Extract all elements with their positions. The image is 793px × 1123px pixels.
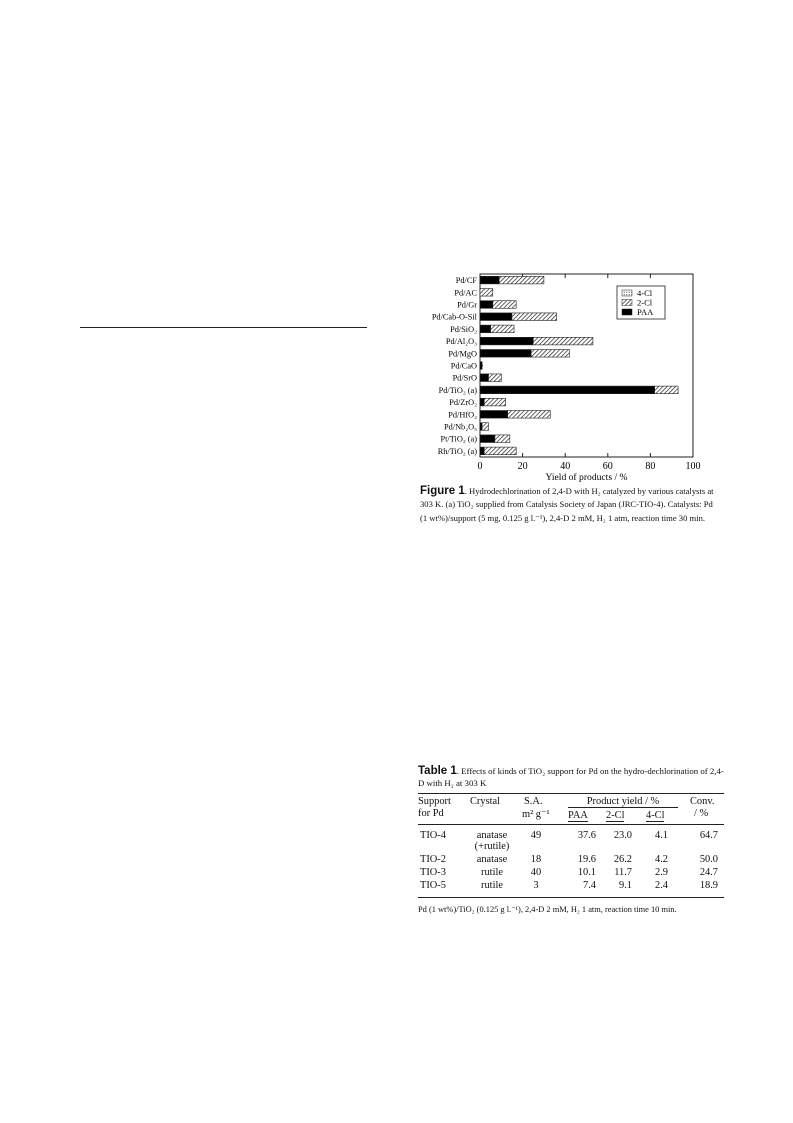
figure-1 xyxy=(418,266,718,546)
bar-2-cl-15 xyxy=(484,447,516,455)
cell-crystal: anatase xyxy=(476,854,508,865)
cell-support: TIO-3 xyxy=(420,867,446,878)
cell-support: TIO-4 xyxy=(420,830,446,841)
bar-paa-11 xyxy=(480,398,484,406)
x-tick-label: 0 xyxy=(477,461,483,472)
header-paa: PAA xyxy=(568,810,588,821)
header-product-yield: Product yield / % xyxy=(568,796,678,808)
bar-chart xyxy=(418,266,718,496)
header-crystal: Crystal xyxy=(470,796,501,807)
header-sa-unit: m² g⁻¹ xyxy=(522,809,550,820)
x-tick-label: 100 xyxy=(685,461,701,472)
bar-paa-14 xyxy=(480,435,495,443)
table-title-text: . Effects of kinds of TiO₂ support for Pd on the hydro-dechlorination of 2,4-D with H₂ at 303 K xyxy=(418,766,724,788)
bar-2-cl-4 xyxy=(512,313,557,321)
cell-support: TIO-2 xyxy=(420,854,446,865)
header-conv-unit: / % xyxy=(694,808,709,819)
bar-2-cl-1 xyxy=(499,276,544,284)
table-row xyxy=(418,867,724,880)
bar-paa-6 xyxy=(480,337,533,345)
bar-2-cl-2 xyxy=(480,289,493,297)
category-label: Rh/TiO₂ (a) xyxy=(437,446,477,456)
bar-2-cl-12 xyxy=(508,411,551,419)
legend-swatch-paa xyxy=(622,309,632,315)
cell-sa: 18 xyxy=(530,854,542,865)
cell-crystal: rutile xyxy=(481,867,503,878)
figure-label: Figure 1 xyxy=(420,485,465,497)
cell-4cl: 2.4 xyxy=(655,880,668,891)
cell-sa: 40 xyxy=(530,867,542,878)
bar-2-cl-6 xyxy=(533,337,593,345)
category-label: Pd/ZrO₂ xyxy=(449,398,477,408)
cell-conv: 64.7 xyxy=(699,830,718,841)
cell-crystal-note: (+rutile) xyxy=(474,841,510,852)
bar-paa-1 xyxy=(480,276,499,284)
bar-2-cl-11 xyxy=(484,398,505,406)
table-row xyxy=(418,854,724,867)
legend-label: 4-Cl xyxy=(637,288,653,298)
x-tick-label: 60 xyxy=(602,461,613,472)
cell-paa: 19.6 xyxy=(577,854,596,865)
cell-conv: 24.7 xyxy=(699,867,718,878)
header-2cl: 2-Cl xyxy=(606,810,625,821)
cell-2cl: 11.7 xyxy=(614,867,632,878)
category-label: Pd/HfO₂ xyxy=(448,410,477,420)
cell-sa: 49 xyxy=(530,830,542,841)
table-body xyxy=(418,825,724,893)
cell-2cl: 9.1 xyxy=(619,880,632,891)
table-label: Table 1 xyxy=(418,765,457,777)
bar-paa-9 xyxy=(480,374,489,382)
table-footnote: Pd (1 wt%)/TiO₂ (0.125 g l.⁻¹), 2,4-D 2 mM, H₂ 1 atm, reaction time 10 min. xyxy=(418,905,677,914)
cell-2cl: 26.2 xyxy=(613,854,632,865)
table-row xyxy=(418,830,724,854)
figure-caption xyxy=(420,485,716,525)
bar-2-cl-13 xyxy=(482,423,488,431)
bar-paa-4 xyxy=(480,313,512,321)
bar-paa-12 xyxy=(480,411,508,419)
cell-4cl: 2.9 xyxy=(655,867,668,878)
cell-crystal: rutile xyxy=(481,880,503,891)
legend-swatch-2-cl xyxy=(622,300,632,306)
cell-support: TIO-5 xyxy=(420,880,446,891)
figure-caption-text: . Hydrodechlorination of 2,4-D with H₂ catalyzed by various catalysts at 303 K. (a) TiO₂ supplied from Catalysis Society of Japan (JRC-TIO-4). Catalysts: Pd (1 wt%)/support (5 mg, 0.125 g l.⁻¹), 2,4-D 2 mM, H₂ 1 atm, reaction time 30 min. xyxy=(420,486,714,523)
header-conv: Conv. xyxy=(690,796,715,807)
bar-2-cl-3 xyxy=(493,301,516,309)
x-tick-label: 80 xyxy=(645,461,656,472)
category-label: Pt/TiO₂ (a) xyxy=(440,434,477,444)
bar-2-cl-10 xyxy=(655,386,678,394)
bar-paa-13 xyxy=(480,423,482,431)
x-axis-label: Yield of products / % xyxy=(545,472,628,483)
cell-sa: 3 xyxy=(533,880,539,891)
category-label: Pd/AC xyxy=(454,288,477,298)
cell-conv: 50.0 xyxy=(699,854,718,865)
left-column-rule xyxy=(80,327,367,328)
x-tick-label: 20 xyxy=(517,461,528,472)
cell-paa: 7.4 xyxy=(583,880,596,891)
legend-swatch-4-cl xyxy=(622,290,632,296)
category-label: Pd/Al₂O₃ xyxy=(445,337,477,347)
bar-paa-8 xyxy=(480,362,482,370)
category-label: Pd/MgO xyxy=(448,349,477,359)
category-label: Pd/CF xyxy=(455,276,477,286)
cell-4cl: 4.2 xyxy=(655,854,668,865)
table-bottom-rule xyxy=(418,897,724,898)
bar-2-cl-14 xyxy=(495,435,510,443)
bar-paa-5 xyxy=(480,325,491,333)
bar-2-cl-5 xyxy=(491,325,514,333)
cell-conv: 18.9 xyxy=(699,880,718,891)
bar-paa-3 xyxy=(480,301,493,309)
category-label: Pd/Cab-O-Sil xyxy=(431,312,477,322)
legend-label: PAA xyxy=(637,307,654,317)
category-label: Pd/SiO₂ xyxy=(450,324,477,334)
category-label: Pd/Gr xyxy=(457,300,477,310)
category-label: Pd/Nb₂O₅ xyxy=(444,422,477,432)
header-sa: S.A. xyxy=(524,796,543,807)
header-support: Support xyxy=(418,796,451,807)
x-tick-label: 40 xyxy=(560,461,571,472)
cell-4cl: 4.1 xyxy=(655,830,668,841)
header-4cl: 4-Cl xyxy=(646,810,665,821)
category-label: Pd/CaO xyxy=(450,361,477,371)
bar-2-cl-7 xyxy=(531,350,569,358)
bar-paa-7 xyxy=(480,350,531,358)
cell-2cl: 23.0 xyxy=(613,830,632,841)
cell-paa: 37.6 xyxy=(577,830,596,841)
table-1 xyxy=(418,765,724,914)
category-label: Pd/TiO₂ (a) xyxy=(438,385,477,395)
bar-2-cl-9 xyxy=(489,374,502,382)
legend-label: 2-Cl xyxy=(637,297,653,308)
table-title xyxy=(418,765,724,789)
cell-crystal: anatase xyxy=(476,830,508,841)
header-support-2: for Pd xyxy=(418,808,444,819)
table-header xyxy=(418,794,724,824)
category-label: Pd/SrO xyxy=(452,373,477,383)
bar-paa-10 xyxy=(480,386,655,394)
cell-paa: 10.1 xyxy=(577,867,596,878)
table-row xyxy=(418,880,724,893)
bar-paa-15 xyxy=(480,447,484,455)
